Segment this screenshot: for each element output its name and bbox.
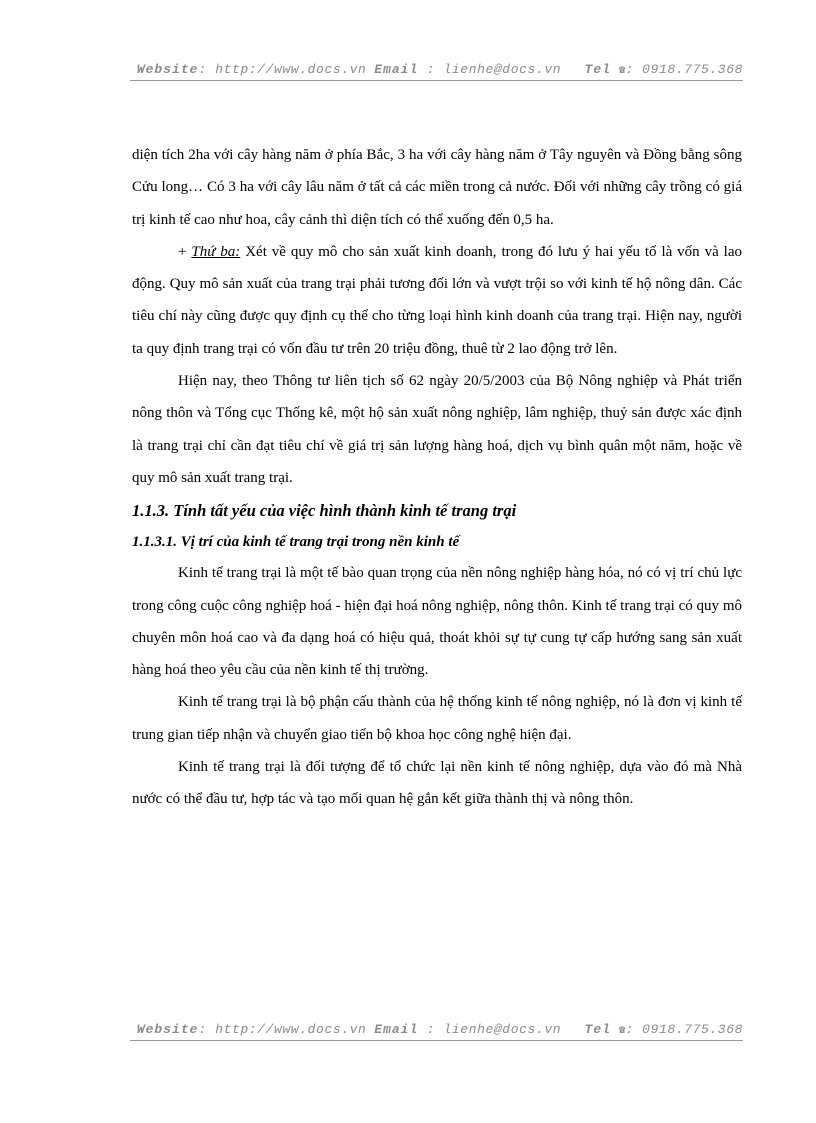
paragraph-text: Xét về quy mô cho sản xuất kinh doanh, trong đó lưu ý hai yếu tố là vốn và lao động. Quy mô sản xuất của trang trại phải tương đối lớn và vượt trội so với kinh tế hộ nông dân. Các tiêu chí này cũng được quy định cụ thể cho từng loại hình kinh doanh của trang trại. Hiện nay, người ta quy định trang trại có vốn đầu tư trên 20 triệu đồng, thuê từ 2 lao động trở lên.: [132, 243, 742, 357]
header-website-url[interactable]: http://www.docs.vn: [215, 62, 367, 77]
footer-website-label: Website: [136, 1022, 199, 1037]
telephone-icon: ☎: [618, 65, 626, 77]
document-body: [132, 139, 742, 816]
paragraph: [132, 236, 742, 365]
footer-email-label: Email: [374, 1022, 419, 1037]
header-website-sep: :: [198, 62, 216, 77]
paragraph: Kinh tế trang trại là đối tượng để tổ chức lại nền kinh tế nông nghiệp, dựa vào đó mà Nhà nước có thể đầu tư, hợp tác và tạo mối quan hệ gắn kết giữa thành thị và nông thôn.: [132, 759, 742, 808]
footer-website-sep: :: [198, 1022, 216, 1037]
footer-website-url[interactable]: http://www.docs.vn: [215, 1022, 367, 1037]
subsection-heading: 1.1.3.1. Vị trí của kinh tế trang trại trong nền kinh tế: [132, 534, 460, 551]
paragraph: diện tích 2ha với cây hàng năm ở phía Bắc, 3 ha với cây hàng năm ở Tây nguyên và Đồng bằng sông Cửu long… Có 3 ha với cây lâu năm ở tất cả các miền trong cả nước. Đối với những cây trồng có giá trị kinh tế cao như hoa, cây cảnh thì diện tích có thể xuống đến 0,5 ha.: [132, 147, 742, 228]
header-website-label: Website: [136, 62, 199, 77]
page-footer: [130, 1022, 743, 1041]
page-header: [130, 62, 743, 81]
paragraph: Kinh tế trang trại là một tế bào quan trọng của nền nông nghiệp hàng hóa, nó có vị trí chủ lực trong công cuộc công nghiệp hoá - hiện đại hoá nông nghiệp, nông thôn. Kinh tế trang trại có quy mô chuyên môn hoá cao và đa dạng hoá có hiệu quả, thoát khỏi sự tự cung tự cấp hướng sang sản xuất hàng hoá theo yêu cầu của nền kinh tế thị trường.: [132, 565, 742, 679]
paragraph: Kinh tế trang trại là bộ phận cấu thành của hệ thống kinh tế nông nghiệp, nó là đơn vị kinh tế trung gian tiếp nhận và chuyển giao tiến bộ khoa học công nghệ hiện đại.: [132, 694, 742, 743]
footer-email-value[interactable]: : lienhe@docs.vn: [418, 1022, 562, 1037]
inline-label: Thứ ba:: [191, 243, 241, 260]
header-tel-value: : 0918.775.368: [625, 62, 743, 77]
bullet-prefix: +: [178, 243, 192, 260]
section-heading: 1.1.3. Tính tất yếu của việc hình thành kinh tế trang trại: [132, 501, 517, 521]
header-tel-label: Tel: [584, 62, 611, 77]
footer-tel-value: : 0918.775.368: [625, 1022, 743, 1037]
header-email-label: Email: [374, 62, 419, 77]
telephone-icon: ☎: [618, 1025, 626, 1037]
header-email-value[interactable]: : lienhe@docs.vn: [418, 62, 562, 77]
footer-tel-label: Tel: [584, 1022, 611, 1037]
paragraph: Hiện nay, theo Thông tư liên tịch số 62 ngày 20/5/2003 của Bộ Nông nghiệp và Phát triển nông thôn và Tổng cục Thống kê, một hộ sản xuất nông nghiệp, lâm nghiệp, thuỷ sản được xác định là trang trại chỉ cần đạt tiêu chí về giá trị sản lượng hàng hoá, dịch vụ bình quân một năm, hoặc về quy mô sản xuất trang trại.: [132, 373, 742, 486]
